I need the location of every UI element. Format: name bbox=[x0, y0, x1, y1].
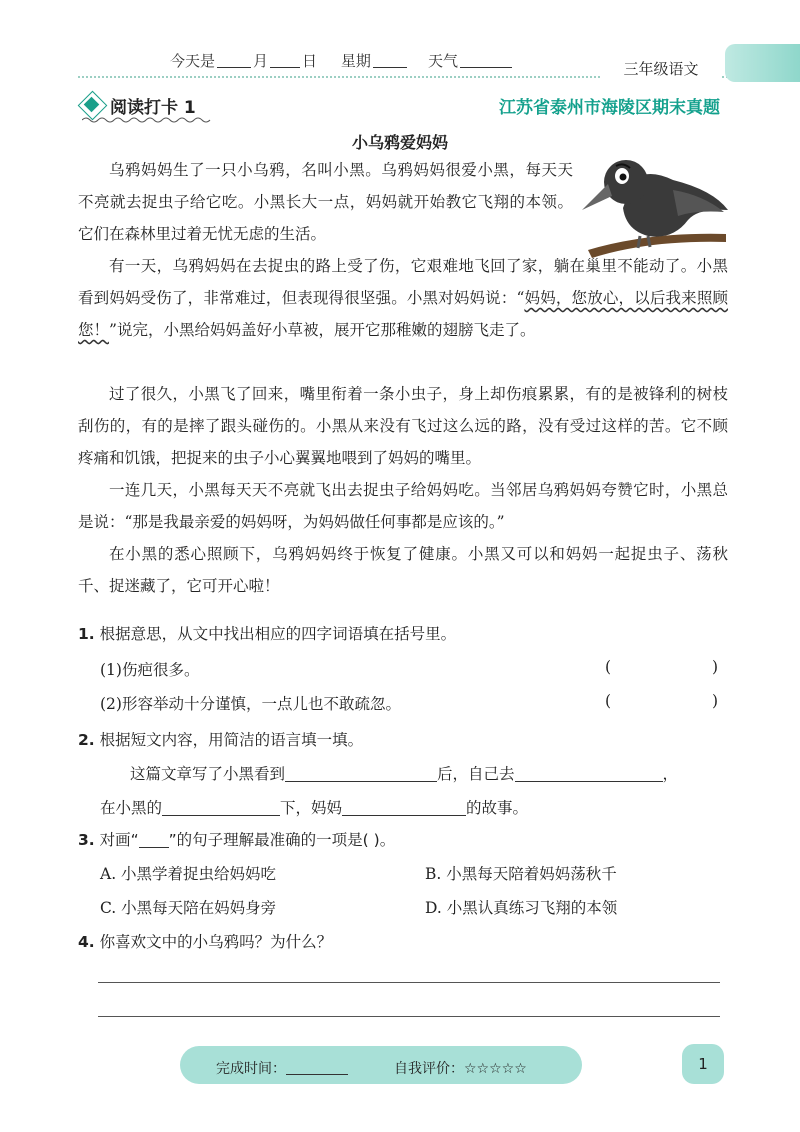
answer-line-2[interactable] bbox=[98, 1016, 720, 1017]
question-number: 4. bbox=[78, 933, 95, 951]
eval-label: 自我评价： bbox=[394, 1061, 464, 1077]
weather-label: 天气 bbox=[427, 52, 458, 70]
answer-paren-close: ) bbox=[712, 658, 719, 676]
paragraph-2-end: ”说完，小黑给妈妈盖好小草被，展开它那稚嫩的翅膀飞走了。 bbox=[109, 321, 536, 339]
fill-text: 这篇文章写了小黑看到 bbox=[130, 765, 286, 783]
weekday-label: 星期 bbox=[340, 52, 371, 70]
answer-line-1[interactable] bbox=[98, 982, 720, 983]
story-title: 小乌鸦爱妈妈 bbox=[351, 133, 448, 152]
story-paragraph-3: 过了很久，小黑飞了回来，嘴里衔着一条小虫子，身上却伤痕累累，有的是被锋利的树枝刮伤的，有的是摔了跟头碰伤的。小黑从来没有飞过这么远的路，没有受过这样的苦。它不顾疼痛和饥饿，把捉来的虫子小心翼翼地喂到了妈妈的嘴里。 bbox=[78, 385, 728, 467]
question-text: 你喜欢文中的小乌鸦吗？为什么？ bbox=[99, 933, 333, 951]
fill-text: 在小黑的 bbox=[100, 799, 163, 817]
date-line bbox=[170, 50, 514, 71]
question-text: 根据意思，从文中找出相应的四字词语填在括号里。 bbox=[99, 625, 457, 643]
source-label: 江苏省泰州市海陵区期末真题 bbox=[499, 98, 720, 118]
rating-stars-icon[interactable]: ☆☆☆☆☆ bbox=[464, 1061, 527, 1077]
fill-text: 后，自己去 bbox=[437, 765, 515, 783]
question-text: 根据短文内容，用简洁的语言填一填。 bbox=[99, 731, 364, 749]
question-2 bbox=[78, 728, 363, 750]
question-text-start: 对画“ bbox=[99, 831, 139, 849]
fill-text: 下，妈妈 bbox=[280, 799, 343, 817]
grade-subject-label: 三年级语文 bbox=[600, 54, 722, 80]
option-c[interactable]: C. 小黑每天陪在妈妈身旁 bbox=[100, 899, 277, 917]
fill-text: 的故事。 bbox=[466, 799, 529, 817]
fill-row-2 bbox=[100, 796, 528, 818]
question-1-item-2: (2)形容举动十分谨慎，一点儿也不敢疏忽。 bbox=[100, 695, 401, 713]
day-label: 日 bbox=[302, 52, 318, 70]
underlined-sentence: 妈妈，您放心，以后我来照顾您！ bbox=[78, 289, 728, 339]
option-b[interactable]: B. 小黑每天陪着妈妈荡秋千 bbox=[425, 865, 617, 883]
question-number: 2. bbox=[78, 731, 95, 749]
self-evaluation bbox=[394, 1058, 527, 1078]
completion-time bbox=[216, 1058, 348, 1078]
option-d[interactable]: D. 小黑认真练习飞翔的本领 bbox=[425, 899, 618, 917]
question-text-end: ”的句子理解最准确的一项是( )。 bbox=[168, 831, 396, 849]
today-label: 今天是 bbox=[170, 52, 216, 70]
header-color-band bbox=[725, 44, 800, 82]
answer-box-1[interactable] bbox=[616, 658, 712, 678]
question-1 bbox=[78, 622, 456, 644]
time-blank[interactable] bbox=[286, 1062, 348, 1075]
question-number: 1. bbox=[78, 625, 95, 643]
fill-text: ， bbox=[662, 765, 679, 783]
fill-blank-1[interactable] bbox=[285, 763, 437, 782]
fill-row-1 bbox=[130, 762, 678, 784]
option-a[interactable]: A. 小黑学着捉虫给妈妈吃 bbox=[100, 865, 277, 883]
story-paragraph-2 bbox=[78, 250, 728, 346]
answer-paren-open: ( bbox=[605, 692, 612, 710]
day-blank[interactable] bbox=[270, 53, 300, 68]
answer-paren-close: ) bbox=[712, 692, 719, 710]
story-paragraph-1: 乌鸦妈妈生了一只小乌鸦，名叫小黑。乌鸦妈妈很爱小黑，每天天不亮就去捉虫子给它吃。小黑长大一点，妈妈就开始教它飞翔的本领。它们在森林里过着无忧无虑的生活。 bbox=[78, 161, 573, 243]
fill-blank-2[interactable] bbox=[515, 763, 663, 782]
answer-paren-open: ( bbox=[605, 658, 612, 676]
month-label: 月 bbox=[253, 52, 269, 70]
underline-sample bbox=[139, 833, 169, 848]
paragraph-2-start: 有一天，乌鸦妈妈在去捉虫的路上受了伤，它艰难地飞回了家，躺在巢里不能动了。小黑看到妈妈受伤了，非常难过，但表现得很坚强。小黑对妈妈说：“ bbox=[78, 257, 728, 307]
wavy-underline-decoration bbox=[82, 116, 212, 124]
question-number: 3. bbox=[78, 831, 95, 849]
fill-blank-4[interactable] bbox=[342, 797, 466, 816]
answer-box-2[interactable] bbox=[616, 692, 712, 712]
time-label: 完成时间： bbox=[216, 1061, 286, 1077]
fill-blank-3[interactable] bbox=[162, 797, 280, 816]
story-paragraph-4: 一连几天，小黑每天天不亮就飞出去捉虫子给妈妈吃。当邻居乌鸦妈妈夸赞它时，小黑总是说：“那是我最亲爱的妈妈呀，为妈妈做任何事都是应该的。” bbox=[78, 481, 728, 531]
weekday-blank[interactable] bbox=[373, 53, 407, 68]
month-blank[interactable] bbox=[217, 53, 251, 68]
weather-blank[interactable] bbox=[460, 53, 512, 68]
story-paragraph-5: 在小黑的悉心照顾下，乌鸦妈妈终于恢复了健康。小黑又可以和妈妈一起捉虫子、荡秋千、捉迷藏了，它可开心啦！ bbox=[78, 545, 728, 595]
question-4 bbox=[78, 930, 332, 952]
question-1-item-1: (1)伤疤很多。 bbox=[100, 661, 200, 679]
page-number: 1 bbox=[682, 1044, 724, 1084]
reading-title: 阅读打卡 1 bbox=[110, 98, 196, 118]
question-3 bbox=[78, 828, 395, 850]
